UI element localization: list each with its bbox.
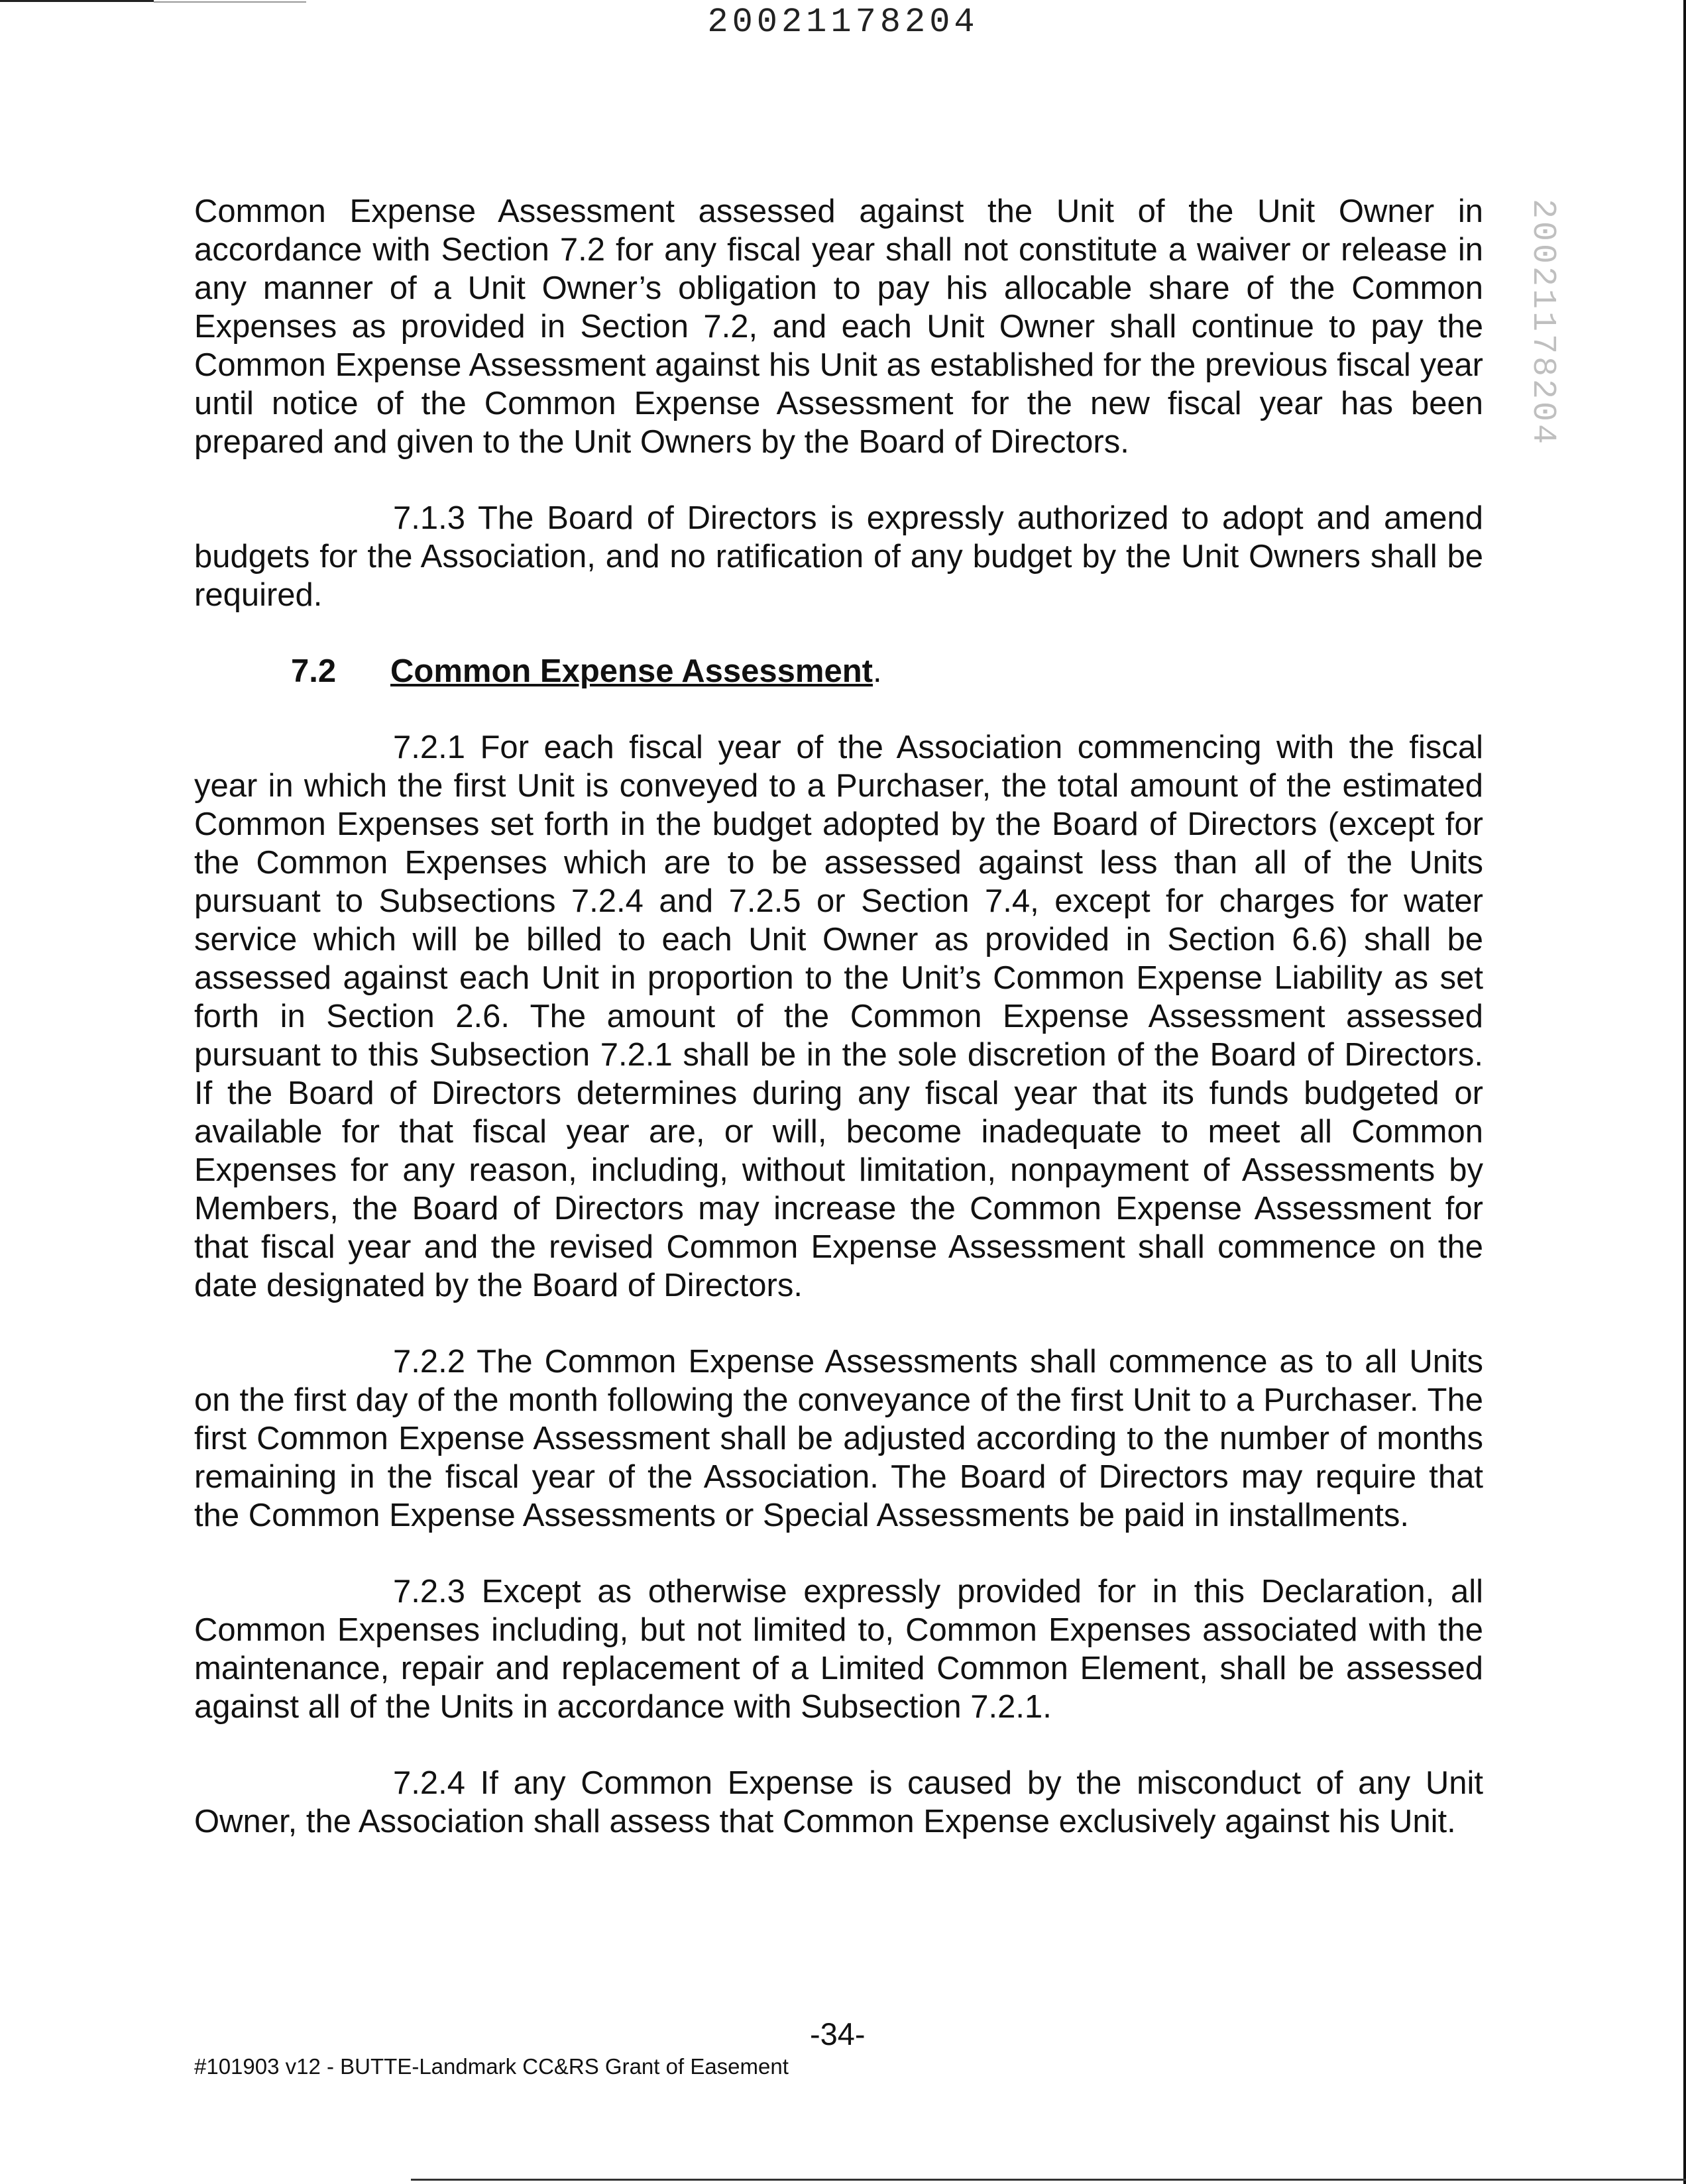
paragraph-7-2-3: 7.2.3 Except as otherwise expressly provided for in this Declaration, all Common Expenses including, but not limited to, Common Expenses associated with the maintenance, repair and replacement of a Limited Common Element, shall be assessed against all of the Units in accordance with Subsection 7.2.1.: [194, 1574, 1483, 1725]
paragraph-7-2-1: 7.2.1 For each fiscal year of the Association commencing with the fiscal year in which the first Unit is conveyed to a Purchaser, the total amount of the estimated Common Expenses set forth in the budget adopted by the Board of Directors (except for the Common Expenses which are to be assessed against less than all of the Units pursuant to Subsections 7.2.4 and 7.2.5 or Section 7.4, except for charges for water service which will be billed to each Unit Owner as provided in Section 6.6) shall be assessed against each Unit in proportion to the Unit’s Common Expense Liability as set forth in Section 2.6. The amount of the Common Expense Assessment assessed pursuant to this Subsection 7.2.1 shall be in the sole discretion of the Board of Directors. If the Board of Directors determines during any fiscal year that its funds budgeted or available for that fiscal year are, or will, become inadequate to meet all Common Expenses for any reason, including, without limitation, nonpayment of Assessments by Members, the Board of Directors may increase the Common Expense Assessment for that fiscal year and the revised Common Expense Assessment shall commence on the date designated by the Board of Directors.: [194, 730, 1483, 1303]
section-title: Common Expense Assessment: [390, 653, 873, 689]
right-edge-rule: [1683, 0, 1686, 2184]
page-number: -34-: [810, 2016, 866, 2051]
section-title-period: .: [873, 653, 882, 689]
top-edge-rule: [0, 0, 154, 2]
section-number: 7.2: [291, 653, 337, 689]
recording-number-stamp: 20021178204: [707, 3, 979, 42]
paragraph-7-2-4: 7.2.4 If any Common Expense is caused by the misconduct of any Unit Owner, the Association shall assess that Common Expense exclusively against his Unit.: [194, 1765, 1483, 1839]
document-footer: #101903 v12 - BUTTE-Landmark CC&RS Grant of Easement: [194, 2054, 789, 2079]
side-recording-stamp: 20021178204: [1524, 199, 1561, 447]
section-heading: [194, 652, 1483, 690]
document-body: [194, 192, 1483, 1879]
paragraph-7-1-3: 7.1.3 The Board of Directors is expressly authorized to adopt and amend budgets for the Association, and no ratification of any budget by the Unit Owners shall be required.: [194, 500, 1483, 613]
paragraph-7-2-2: 7.2.2 The Common Expense Assessments shall commence as to all Units on the first day of the month following the conveyance of the first Unit to a Purchaser. The first Common Expense Assessment shall be adjusted according to the number of months remaining in the fiscal year of the Association. The Board of Directors may require that the Common Expense Assessments or Special Assessments be paid in installments.: [194, 1344, 1483, 1533]
paragraph-continuation: Common Expense Assessment assessed against the Unit of the Unit Owner in accordance with Section 7.2 for any fiscal year shall not constitute a waiver or release in any manner of a Unit Owner’s obligation to pay his allocable share of the Common Expenses as provided in Section 7.2, and each Unit Owner shall continue to pay the Common Expense Assessment against his Unit as established for the previous fiscal year until notice of the Common Expense Assessment for the new fiscal year has been prepared and given to the Unit Owners by the Board of Directors.: [194, 193, 1483, 460]
bottom-edge-rule: [411, 2179, 1686, 2181]
